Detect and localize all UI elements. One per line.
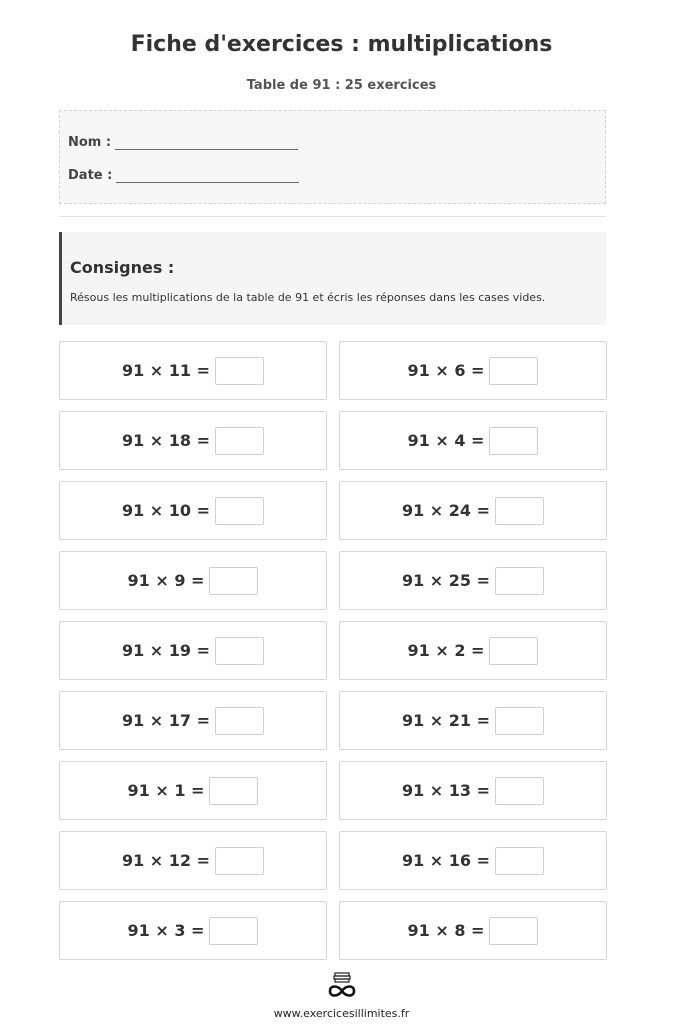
answer-box[interactable] — [209, 567, 258, 595]
date-field[interactable] — [116, 170, 299, 183]
exercise-expression: 91 × 16 = — [401, 851, 491, 870]
answer-box[interactable] — [495, 707, 544, 735]
exercise-cell — [339, 481, 607, 540]
exercise-cell — [339, 761, 607, 820]
exercise-cell — [59, 831, 327, 890]
instructions-title: Consignes : — [70, 258, 175, 277]
exercise-expression: 91 × 2 = — [407, 641, 485, 660]
exercise-expression: 91 × 1 = — [127, 781, 205, 800]
exercise-expression: 91 × 13 = — [401, 781, 491, 800]
exercise-cell — [59, 621, 327, 680]
footer-url[interactable]: www.exercicesillimites.fr — [273, 1007, 410, 1020]
exercise-expression: 91 × 21 = — [401, 711, 491, 730]
exercise-expression: 91 × 8 = — [407, 921, 485, 940]
exercise-cell — [59, 901, 327, 960]
exercise-expression: 91 × 24 = — [401, 501, 491, 520]
date-label: Date : — [68, 168, 113, 183]
answer-box[interactable] — [495, 497, 544, 525]
exercise-expression: 91 × 17 = — [121, 711, 211, 730]
answer-box[interactable] — [215, 707, 264, 735]
instructions-text: Résous les multiplications de la table de 91 et écris les réponses dans les cases vides. — [70, 291, 546, 304]
page-title: Fiche d'exercices : multiplications — [130, 32, 553, 57]
exercise-cell — [339, 411, 607, 470]
exercise-cell — [59, 481, 327, 540]
instructions-box — [59, 232, 606, 325]
exercise-expression: 91 × 10 = — [121, 501, 211, 520]
exercise-expression: 91 × 11 = — [121, 361, 211, 380]
name-field[interactable] — [115, 137, 298, 150]
exercise-grid — [59, 341, 607, 960]
exercise-cell — [59, 761, 327, 820]
name-label: Nom : — [68, 135, 112, 150]
answer-box[interactable] — [489, 357, 538, 385]
exercise-expression: 91 × 4 = — [407, 431, 485, 450]
answer-box[interactable] — [495, 567, 544, 595]
exercise-expression: 91 × 3 = — [127, 921, 205, 940]
student-info-box — [59, 110, 606, 204]
exercise-cell — [59, 551, 327, 610]
answer-box[interactable] — [489, 637, 538, 665]
exercise-expression: 91 × 9 = — [127, 571, 205, 590]
exercise-expression: 91 × 19 = — [121, 641, 211, 660]
exercise-cell — [59, 341, 327, 400]
infinity-books-icon — [326, 972, 358, 1000]
answer-box[interactable] — [209, 777, 258, 805]
exercise-cell — [59, 411, 327, 470]
page-subtitle: Table de 91 : 25 exercices — [246, 78, 437, 93]
answer-box[interactable] — [215, 847, 264, 875]
exercise-expression: 91 × 25 = — [401, 571, 491, 590]
exercise-expression: 91 × 12 = — [121, 851, 211, 870]
answer-box[interactable] — [489, 427, 538, 455]
answer-box[interactable] — [495, 777, 544, 805]
exercise-cell — [339, 901, 607, 960]
exercise-cell — [339, 621, 607, 680]
answer-box[interactable] — [489, 917, 538, 945]
exercise-cell — [59, 691, 327, 750]
answer-box[interactable] — [495, 847, 544, 875]
divider — [59, 216, 606, 217]
name-line — [68, 135, 298, 150]
exercise-cell — [339, 691, 607, 750]
answer-box[interactable] — [215, 637, 264, 665]
exercise-cell — [339, 341, 607, 400]
answer-box[interactable] — [209, 917, 258, 945]
exercise-expression: 91 × 6 = — [407, 361, 485, 380]
exercise-expression: 91 × 18 = — [121, 431, 211, 450]
exercise-cell — [339, 551, 607, 610]
answer-box[interactable] — [215, 497, 264, 525]
date-line — [68, 168, 299, 183]
exercise-cell — [339, 831, 607, 890]
answer-box[interactable] — [215, 357, 264, 385]
answer-box[interactable] — [215, 427, 264, 455]
